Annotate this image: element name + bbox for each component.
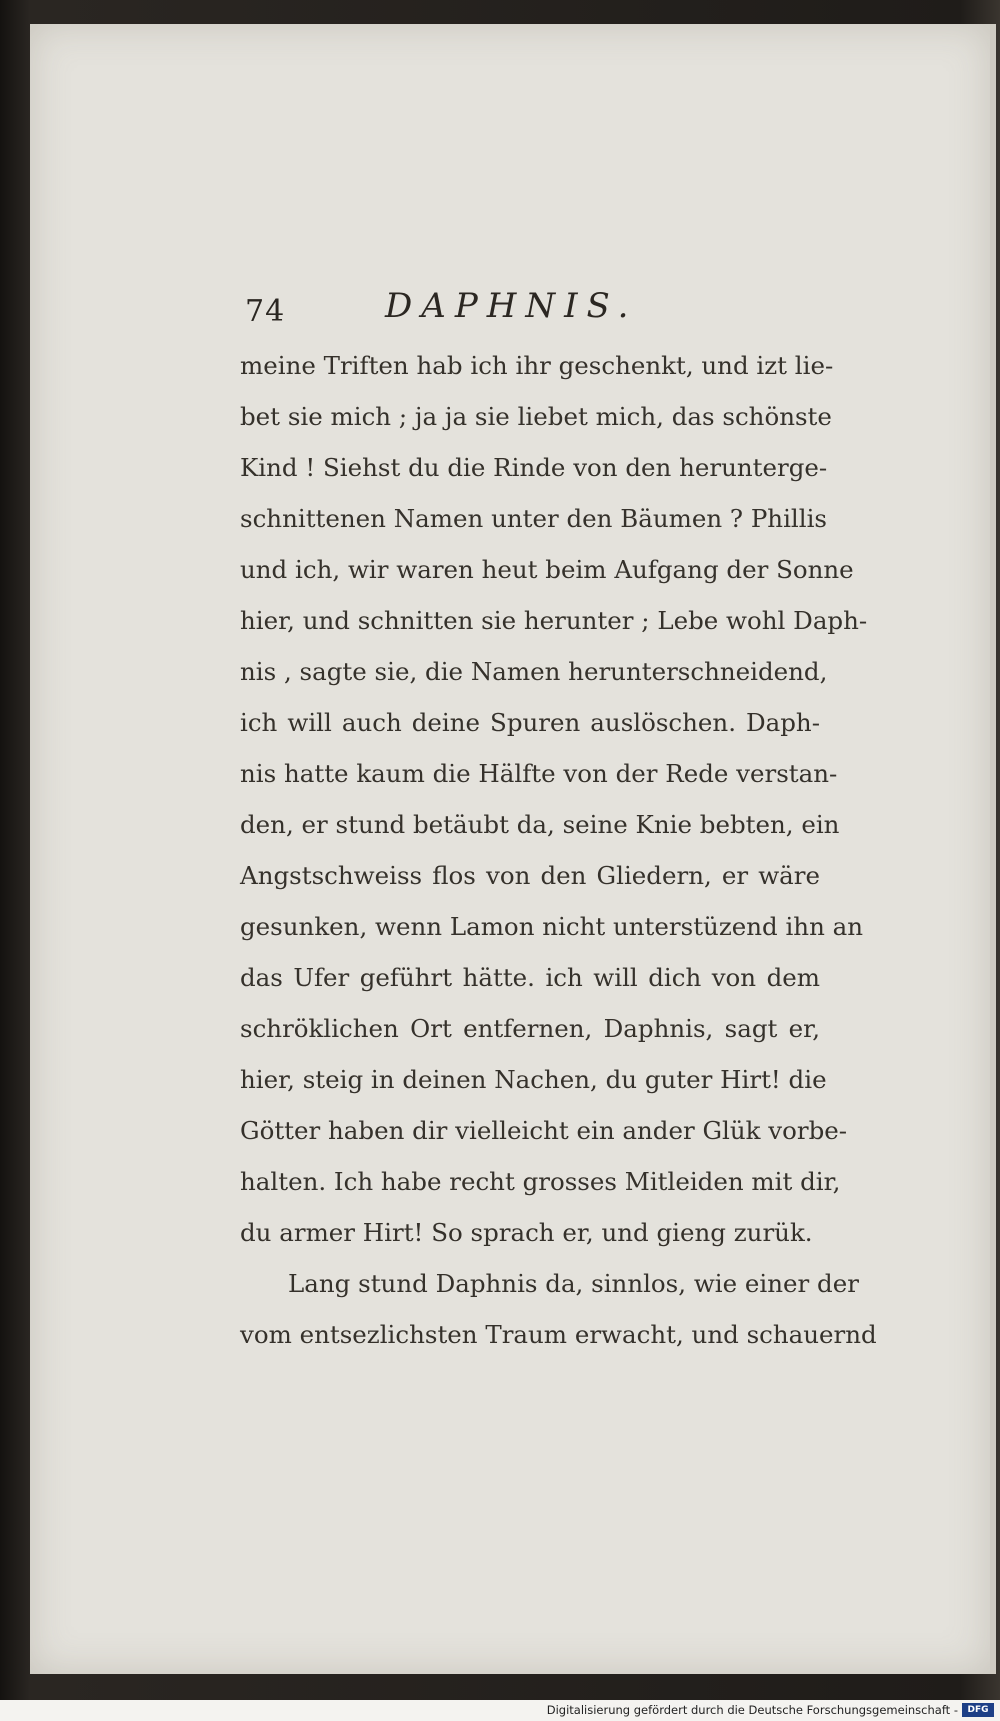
text-line: Kind ! Siehst du die Rinde von den herunterge- [240,453,828,482]
text-line: schnittenen Namen unter den Bäumen ? Phillis [240,504,828,533]
text-line: du armer Hirt! So sprach er, und gieng zurük. [240,1218,813,1247]
text-line: halten. Ich habe recht grosses Mitleiden mit dir, [240,1167,841,1196]
text-line: bet sie mich ; ja ja sie liebet mich, das schönste [240,402,832,431]
digitization-footer [0,1700,1000,1721]
text-line: den, er stund betäubt da, seine Knie bebten, ein [240,810,840,839]
page-header [245,286,805,346]
page-number: 74 [245,294,286,329]
text-line: meine Triften hab ich ihr geschenkt, und izt lie- [240,351,834,380]
text-line: das Ufer geführt hätte. ich will dich von dem [240,963,820,992]
paragraph-start-line: Lang stund Daphnis da, sinnlos, wie einer der [288,1269,859,1298]
text-line: hier, und schnitten sie herunter ; Lebe wohl Daph- [240,606,868,635]
text-line: nis , sagte sie, die Namen herunterschneidend, [240,657,828,686]
text-line: und ich, wir waren heut beim Aufgang der Sonne [240,555,854,584]
text-line: gesunken, wenn Lamon nicht unterstüzend ihn an [240,912,864,941]
text-line: hier, steig in deinen Nachen, du guter Hirt! die [240,1065,827,1094]
dfg-logo-icon: DFG [962,1703,994,1717]
text-line: Götter haben dir vielleicht ein ander Glük vorbe- [240,1116,848,1145]
text-line: nis hatte kaum die Hälfte von der Rede verstan- [240,759,838,788]
text-line: ich will auch deine Spuren auslöschen. Daph- [240,708,820,737]
text-line: vom entsezlichsten Traum erwacht, und schauernd [240,1320,877,1349]
text-line: schröklichen Ort entfernen, Daphnis, sagt er, [240,1014,820,1043]
body-text [240,340,877,1360]
running-title: DAPHNIS. [385,286,638,326]
funding-credit: Digitalisierung gefördert durch die Deutsche Forschungsgemeinschaft - [546,1703,958,1717]
text-line: Angstschweiss flos von den Gliedern, er wäre [240,861,820,890]
